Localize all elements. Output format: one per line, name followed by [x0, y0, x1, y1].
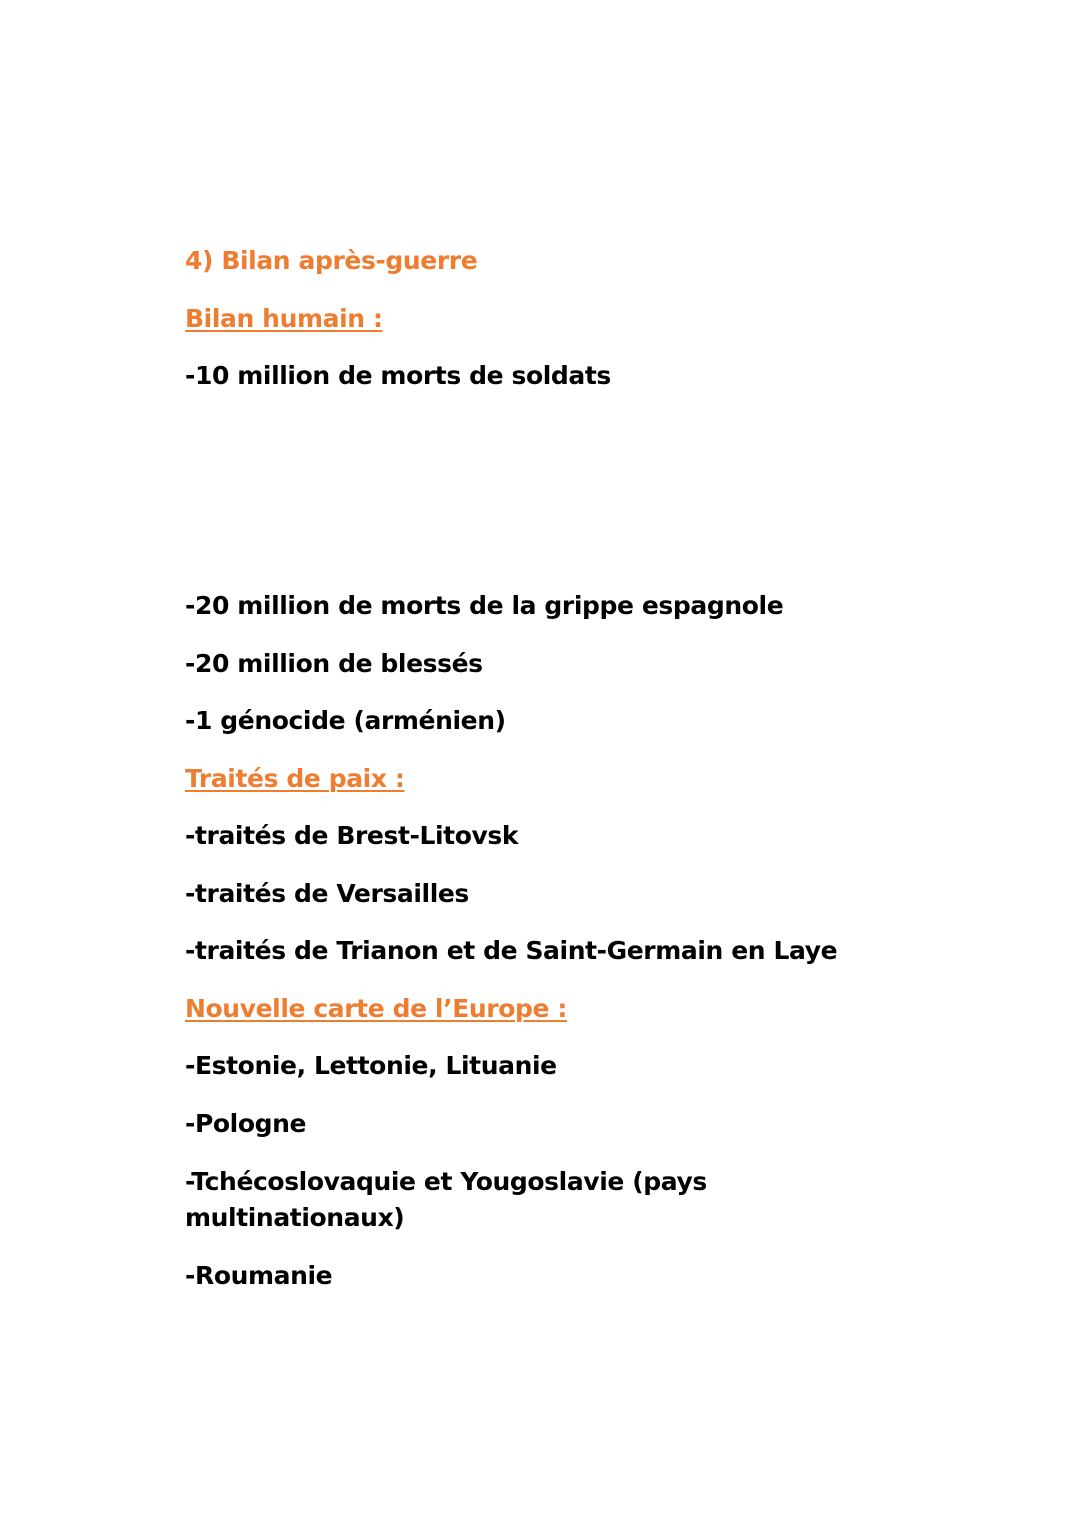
list-item-roumanie: -Roumanie [185, 1261, 333, 1290]
section-title: 4) Bilan après-guerre [185, 246, 478, 275]
heading-bilan-humain: Bilan humain : [185, 304, 383, 333]
list-item-baltes: -Estonie, Lettonie, Lituanie [185, 1051, 557, 1080]
list-item-pologne: -Pologne [185, 1109, 307, 1138]
list-item-soldats: -10 million de morts de soldats [185, 361, 611, 390]
list-item-trianon: -traités de Trianon et de Saint-Germain en Laye [185, 936, 838, 965]
heading-nouvelle-carte: Nouvelle carte de l’Europe : [185, 994, 567, 1023]
list-item-blesses: -20 million de blessés [185, 649, 483, 678]
list-item-grippe: -20 million de morts de la grippe espagnole [185, 591, 784, 620]
list-item-tchecoslovaquie: -Tchécoslovaquie et Yougoslavie (pays multinationaux) [185, 1167, 707, 1232]
list-item-brest-litovsk: -traités de Brest-Litovsk [185, 821, 519, 850]
heading-traites-de-paix: Traités de paix : [185, 764, 405, 793]
list-item-genocide: -1 génocide (arménien) [185, 706, 506, 735]
list-item-versailles: -traités de Versailles [185, 879, 469, 908]
